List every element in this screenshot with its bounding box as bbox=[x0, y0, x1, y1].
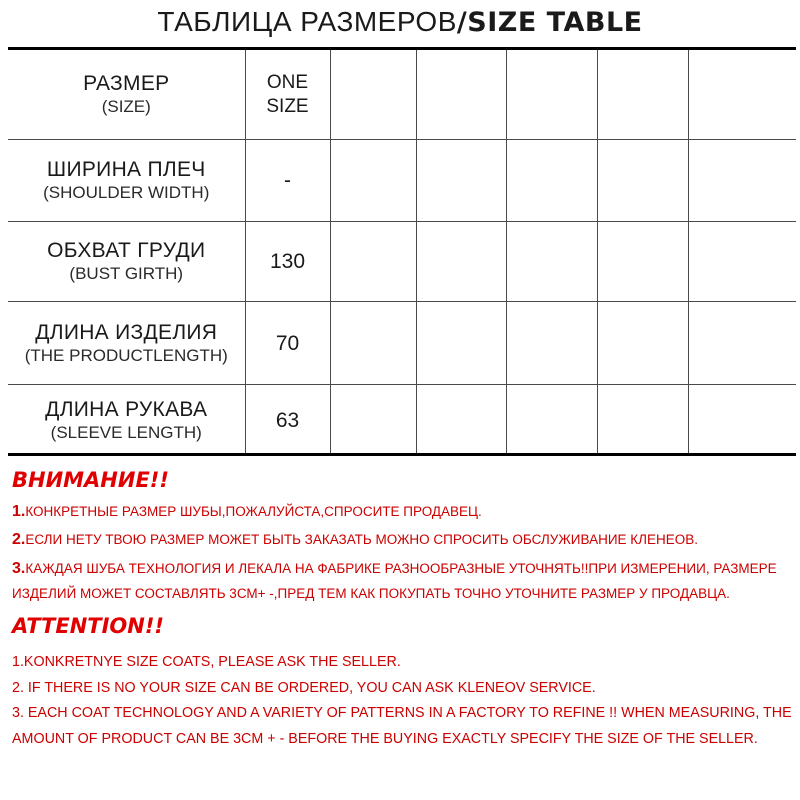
row-label-cell bbox=[8, 50, 245, 140]
empty-cell bbox=[330, 222, 416, 302]
ru-note-item bbox=[12, 530, 792, 550]
ru-note-text: КОНКРЕТНЫЕ РАЗМЕР ШУБЫ,ПОЖАЛУЙСТА,СПРОСИТЕ ПРОДАВЕЦ. bbox=[25, 504, 482, 519]
row-label-en: (SIZE) bbox=[101, 97, 151, 116]
empty-cell bbox=[597, 50, 688, 140]
row-label-ru: ОБХВАТ ГРУДИ bbox=[47, 239, 206, 262]
row-label-cell bbox=[8, 222, 245, 302]
size-value: 70 bbox=[275, 331, 300, 355]
empty-cell bbox=[506, 140, 597, 222]
table-row bbox=[8, 385, 796, 457]
size-value-cell bbox=[245, 302, 330, 385]
size-table bbox=[8, 50, 796, 456]
row-label-en: (SHOULDER WIDTH) bbox=[43, 183, 210, 202]
empty-cell bbox=[506, 302, 597, 385]
row-label-ru: ДЛИНА РУКАВА bbox=[45, 398, 208, 421]
row-label-ru: ДЛИНА ИЗДЕЛИЯ bbox=[35, 320, 218, 344]
table-row bbox=[8, 302, 796, 385]
bottom-rule bbox=[8, 453, 796, 456]
size-value: - bbox=[284, 169, 291, 192]
size-value: ONE SIZE bbox=[266, 71, 309, 117]
empty-cell bbox=[330, 50, 416, 140]
empty-cell bbox=[688, 385, 796, 457]
attention-heading-ru: ВНИМАНИЕ!! bbox=[12, 468, 169, 492]
empty-cell bbox=[506, 50, 597, 140]
empty-cell bbox=[416, 302, 506, 385]
ru-note-number: 1. bbox=[12, 503, 26, 520]
ru-note-number: 2. bbox=[12, 531, 26, 548]
row-label-ru: ШИРИНА ПЛЕЧ bbox=[46, 158, 206, 181]
title-slash: / bbox=[456, 7, 468, 38]
empty-cell bbox=[416, 385, 506, 457]
empty-cell bbox=[597, 222, 688, 302]
row-label-cell bbox=[8, 302, 245, 385]
empty-cell bbox=[688, 140, 796, 222]
empty-cell bbox=[330, 140, 416, 222]
size-value-cell bbox=[245, 50, 330, 140]
size-value: 63 bbox=[275, 409, 300, 432]
empty-cell bbox=[506, 385, 597, 457]
empty-cell bbox=[688, 302, 796, 385]
empty-cell bbox=[688, 222, 796, 302]
table-row bbox=[8, 50, 796, 140]
size-value-cell bbox=[245, 140, 330, 222]
table-row bbox=[8, 222, 796, 302]
en-note-item: 3. EACH COAT TECHNOLOGY AND A VARIETY OF PATTERNS IN A FACTORY TO REFINE !! WHEN MEASURING, THE AMOUNT OF PRODUCT CAN BE 3CM + - BEFORE THE BUYING EXACTLY SPECIFY THE SIZE OF THE SELLER. bbox=[12, 705, 792, 747]
row-label-ru: РАЗМЕР bbox=[83, 72, 170, 95]
title-en: SIZE TABLE bbox=[467, 7, 643, 38]
size-value-cell bbox=[245, 385, 330, 457]
size-table-title bbox=[0, 0, 800, 46]
notes-section bbox=[12, 466, 792, 752]
en-note-item: 1.KONKRETNYE SIZE COATS, PLEASE ASK THE SELLER. bbox=[12, 654, 401, 670]
empty-cell bbox=[688, 50, 796, 140]
empty-cell bbox=[597, 302, 688, 385]
empty-cell bbox=[597, 140, 688, 222]
attention-heading-en: ATTENTION!! bbox=[12, 614, 165, 638]
empty-cell bbox=[330, 302, 416, 385]
size-value-cell bbox=[245, 222, 330, 302]
row-label-cell bbox=[8, 140, 245, 222]
empty-cell bbox=[416, 50, 506, 140]
ru-note-item bbox=[12, 556, 792, 606]
empty-cell bbox=[506, 222, 597, 302]
ru-note-text: ЕСЛИ НЕТУ ТВОЮ РАЗМЕР МОЖЕТ БЫТЬ ЗАКАЗАТЬ МОЖНО СПРОСИТЬ ОБСЛУЖИВАНИЕ КЛЕНЕОВ. bbox=[25, 532, 699, 547]
title-ru: ТАБЛИЦА РАЗМЕРОВ bbox=[157, 6, 457, 37]
row-label-cell bbox=[8, 385, 245, 457]
size-value: 130 bbox=[269, 250, 306, 273]
empty-cell bbox=[416, 222, 506, 302]
en-note-item: 2. IF THERE IS NO YOUR SIZE CAN BE ORDERED, YOU CAN ASK KLENEOV SERVICE. bbox=[12, 680, 596, 696]
empty-cell bbox=[330, 385, 416, 457]
row-label-en: (SLEEVE LENGTH) bbox=[50, 423, 202, 442]
row-label-en: (THE PRODUCTLENGTH) bbox=[24, 345, 228, 365]
table-row bbox=[8, 140, 796, 222]
empty-cell bbox=[597, 385, 688, 457]
ru-note-number: 3. bbox=[12, 560, 26, 577]
empty-cell bbox=[416, 140, 506, 222]
ru-note-text: КАЖДАЯ ШУБА ТЕХНОЛОГИЯ И ЛЕКАЛА НА ФАБРИКЕ РАЗНООБРАЗНЫЕ УТОЧНЯТЬ!!ПРИ ИЗМЕРЕНИИ, РАЗМЕРЕ ИЗДЕЛИЙ МОЖЕТ СОСТАВЛЯТЬ 3СМ+ -,ПРЕД ТЕМ КАК ПОКУПАТЬ ТОЧНО УТОЧНИТЕ РАЗМЕР У ПРОДАВЦА. bbox=[12, 561, 777, 601]
row-label-en: (BUST GIRTH) bbox=[69, 264, 184, 283]
ru-note-item bbox=[12, 502, 792, 522]
title-text bbox=[157, 6, 642, 38]
